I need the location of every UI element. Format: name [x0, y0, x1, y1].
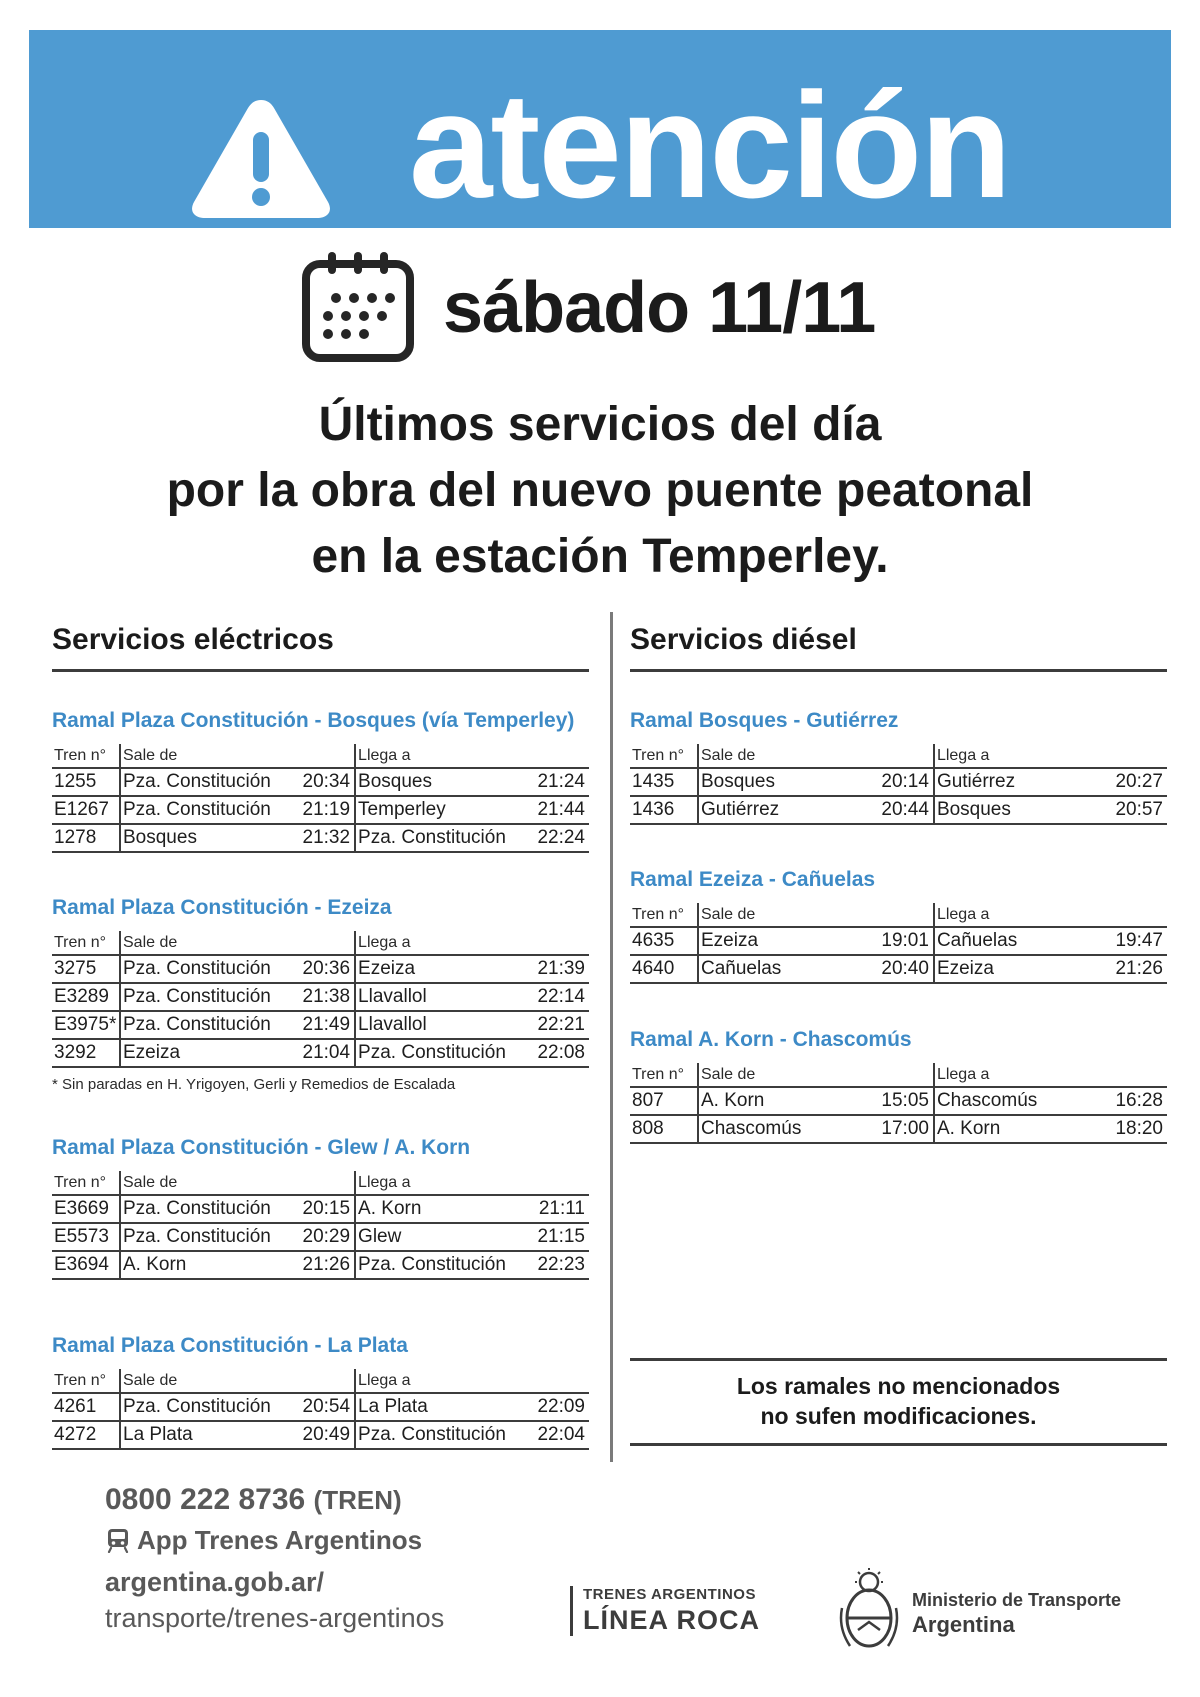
table-row — [630, 927, 1167, 955]
to-cell: A. Korn — [934, 1115, 1088, 1143]
notice-line: Los ramales no mencionados — [736, 1373, 1061, 1399]
table-header — [52, 1369, 589, 1393]
dep-cell: 15:05 — [853, 1087, 934, 1115]
table-header — [630, 903, 1167, 927]
to-cell: Bosques — [934, 796, 1076, 824]
schedule-table — [52, 1369, 589, 1450]
headline-line: por la obra del nuevo puente peatonal — [166, 464, 1034, 517]
to-cell: A. Korn — [355, 1195, 528, 1223]
from-cell: Pza. Constitución — [120, 1393, 293, 1421]
schedule-table — [52, 1171, 589, 1280]
ministry-country: Argentina — [912, 1612, 1015, 1637]
table-row — [52, 983, 589, 1011]
arr-cell: 19:47 — [1077, 927, 1167, 955]
table-row — [630, 1115, 1167, 1143]
website-line: argentina.gob.ar/ — [105, 1567, 325, 1597]
dep-cell: 19:01 — [842, 927, 934, 955]
to-cell: Pza. Constitución — [355, 1251, 528, 1279]
from-cell: Gutiérrez — [698, 796, 840, 824]
dep-cell: 21:19 — [293, 796, 355, 824]
table-row — [52, 1195, 589, 1223]
tren-cell: 3275 — [52, 955, 120, 983]
schedule-table — [52, 931, 589, 1068]
ministry-name: Ministerio de Transporte — [912, 1590, 1122, 1610]
ramal-name: Ramal Plaza Constitución - Glew / A. Korn — [52, 1136, 471, 1159]
from-cell: Pza. Constitución — [120, 796, 293, 824]
from-cell: La Plata — [120, 1421, 293, 1449]
tren-cell: 4261 — [52, 1393, 120, 1421]
phone-line — [105, 1480, 444, 1520]
from-cell: A. Korn — [698, 1087, 853, 1115]
schedule-table — [52, 744, 589, 853]
table-header — [52, 931, 589, 955]
ramal-la-plata — [52, 1331, 589, 1450]
train-icon — [105, 1527, 131, 1553]
dep-cell: 20:40 — [842, 955, 934, 983]
table-row — [630, 955, 1167, 983]
col-tren: Tren n° — [52, 744, 120, 768]
tren-cell: 808 — [630, 1115, 698, 1143]
table-header — [630, 744, 1167, 768]
tren-cell: E5573 — [52, 1223, 120, 1251]
dep-cell: 21:38 — [293, 983, 355, 1011]
from-cell: Pza. Constitución — [120, 1223, 293, 1251]
dep-cell: 20:44 — [840, 796, 933, 824]
to-cell: Pza. Constitución — [355, 1421, 528, 1449]
arr-cell: 21:39 — [528, 955, 589, 983]
dep-cell: 21:26 — [293, 1251, 355, 1279]
arr-cell: 21:11 — [528, 1195, 589, 1223]
ramal-bosques-gutierrez — [630, 706, 1167, 825]
to-cell: Pza. Constitución — [355, 1039, 528, 1067]
notice-line: no sufen modificaciones. — [760, 1403, 1037, 1429]
coat-of-arms-icon — [838, 1568, 900, 1652]
col-llega: Llega a — [934, 744, 1167, 768]
arr-cell: 21:24 — [528, 768, 589, 796]
col-tren: Tren n° — [630, 903, 698, 927]
date-line — [300, 248, 1000, 364]
table-row — [630, 796, 1167, 824]
to-cell: Ezeiza — [934, 955, 1077, 983]
tren-cell: 1436 — [630, 796, 698, 824]
arr-cell: 22:14 — [528, 983, 589, 1011]
headline-line: en la estación Temperley. — [311, 530, 889, 583]
col-tren: Tren n° — [630, 1063, 698, 1087]
tren-cell: 1255 — [52, 768, 120, 796]
table-row — [52, 955, 589, 983]
from-cell: Pza. Constitución — [120, 1195, 293, 1223]
table-row — [52, 768, 589, 796]
from-cell: Pza. Constitución — [120, 983, 293, 1011]
website-line: transporte/trenes-argentinos — [105, 1603, 445, 1633]
schedule-table — [630, 1063, 1167, 1144]
ramal-name: Ramal A. Korn - Chascomús — [630, 1028, 912, 1051]
col-tren: Tren n° — [52, 931, 120, 955]
to-cell: Llavallol — [355, 983, 528, 1011]
dep-cell: 20:15 — [293, 1195, 355, 1223]
arr-cell: 16:28 — [1088, 1087, 1167, 1115]
app-line[interactable] — [105, 1520, 444, 1560]
from-cell: Chascomús — [698, 1115, 853, 1143]
banner-title: atención — [409, 61, 1010, 229]
from-cell: Pza. Constitución — [120, 955, 293, 983]
tren-cell: E3669 — [52, 1195, 120, 1223]
table-row — [52, 1011, 589, 1039]
from-cell: Ezeiza — [698, 927, 842, 955]
dep-cell: 20:34 — [293, 768, 355, 796]
website-link[interactable] — [105, 1564, 444, 1636]
to-cell: Cañuelas — [934, 927, 1077, 955]
table-row — [52, 1393, 589, 1421]
warning-icon — [189, 94, 333, 222]
tren-cell: 4640 — [630, 955, 698, 983]
headline — [0, 392, 1200, 590]
footer-contact — [105, 1480, 444, 1636]
attention-banner — [29, 30, 1171, 228]
schedule-table — [630, 744, 1167, 825]
tren-cell: 807 — [630, 1087, 698, 1115]
ramal-name: Ramal Plaza Constitución - Ezeiza — [52, 896, 392, 919]
phone-suffix: (TREN) — [313, 1485, 402, 1515]
column-divider — [610, 612, 613, 1462]
arr-cell: 22:21 — [528, 1011, 589, 1039]
table-row — [52, 1223, 589, 1251]
col-llega: Llega a — [355, 1369, 589, 1393]
to-cell: Bosques — [355, 768, 528, 796]
dep-cell: 20:49 — [293, 1421, 355, 1449]
col-tren: Tren n° — [52, 1369, 120, 1393]
diesel-services — [630, 620, 1167, 1139]
app-name: App Trenes Argentinos — [137, 1525, 423, 1555]
arr-cell: 18:20 — [1088, 1115, 1167, 1143]
to-cell: Glew — [355, 1223, 528, 1251]
tren-cell: 1278 — [52, 824, 120, 852]
dep-cell: 21:49 — [293, 1011, 355, 1039]
arr-cell: 22:23 — [528, 1251, 589, 1279]
dep-cell: 21:32 — [293, 824, 355, 852]
col-llega: Llega a — [355, 931, 589, 955]
to-cell: Gutiérrez — [934, 768, 1076, 796]
table-row — [630, 768, 1167, 796]
ramal-name: Ramal Bosques - Gutiérrez — [630, 709, 899, 732]
table-row — [52, 1421, 589, 1449]
to-cell: La Plata — [355, 1393, 528, 1421]
ministry-logo — [838, 1568, 1138, 1652]
diesel-services-title: Servicios diésel — [630, 620, 1167, 672]
linea-roca-logo — [570, 1586, 760, 1636]
col-sale: Sale de — [120, 744, 355, 768]
col-tren: Tren n° — [52, 1171, 120, 1195]
col-llega: Llega a — [934, 1063, 1167, 1087]
from-cell: Bosques — [120, 824, 293, 852]
brand-line: TRENES ARGENTINOS — [583, 1586, 756, 1603]
arr-cell: 22:24 — [528, 824, 589, 852]
dep-cell: 20:29 — [293, 1223, 355, 1251]
table-header — [52, 1171, 589, 1195]
table-row — [52, 1251, 589, 1279]
electric-services-title: Servicios eléctricos — [52, 620, 589, 672]
col-sale: Sale de — [120, 1171, 355, 1195]
table-row — [52, 824, 589, 852]
from-cell: A. Korn — [120, 1251, 293, 1279]
tren-cell: E1267 — [52, 796, 120, 824]
col-tren: Tren n° — [630, 744, 698, 768]
col-llega: Llega a — [355, 744, 589, 768]
ramal-name: Ramal Plaza Constitución - Bosques (vía Temperley) — [52, 709, 575, 732]
tren-cell: 1435 — [630, 768, 698, 796]
ramal-korn-chascomus — [630, 1025, 1167, 1144]
tren-cell: E3975* — [52, 1011, 120, 1039]
no-changes-notice — [630, 1358, 1167, 1446]
arr-cell: 22:09 — [528, 1393, 589, 1421]
dep-cell: 20:36 — [293, 955, 355, 983]
col-sale: Sale de — [698, 1063, 934, 1087]
dep-cell: 17:00 — [853, 1115, 934, 1143]
schedule-table — [630, 903, 1167, 984]
table-header — [630, 1063, 1167, 1087]
electric-services — [52, 620, 589, 1445]
date-text: sábado 11/11 — [443, 268, 876, 348]
footnote: * Sin paradas en H. Yrigoyen, Gerli y Remedios de Escalada — [52, 1076, 456, 1093]
ramal-name: Ramal Ezeiza - Cañuelas — [630, 868, 876, 891]
table-row — [52, 796, 589, 824]
from-cell: Pza. Constitución — [120, 1011, 293, 1039]
col-sale: Sale de — [698, 903, 934, 927]
to-cell: Chascomús — [934, 1087, 1088, 1115]
table-row — [630, 1087, 1167, 1115]
arr-cell: 21:44 — [528, 796, 589, 824]
to-cell: Llavallol — [355, 1011, 528, 1039]
arr-cell: 20:27 — [1076, 768, 1167, 796]
table-header — [52, 744, 589, 768]
tren-cell: 3292 — [52, 1039, 120, 1067]
ramal-name: Ramal Plaza Constitución - La Plata — [52, 1334, 408, 1357]
tren-cell: E3289 — [52, 983, 120, 1011]
ramal-ezeiza — [52, 893, 589, 1093]
dep-cell: 20:54 — [293, 1393, 355, 1421]
from-cell: Cañuelas — [698, 955, 842, 983]
ramal-ezeiza-canuelas — [630, 865, 1167, 984]
calendar-icon — [300, 248, 416, 364]
col-llega: Llega a — [355, 1171, 589, 1195]
to-cell: Pza. Constitución — [355, 824, 528, 852]
from-cell: Bosques — [698, 768, 840, 796]
headline-line: Últimos servicios del día — [318, 398, 882, 451]
col-sale: Sale de — [120, 1369, 355, 1393]
from-cell: Pza. Constitución — [120, 768, 293, 796]
dep-cell: 20:14 — [840, 768, 933, 796]
arr-cell: 21:26 — [1077, 955, 1167, 983]
col-llega: Llega a — [934, 903, 1167, 927]
col-sale: Sale de — [120, 931, 355, 955]
dep-cell: 21:04 — [293, 1039, 355, 1067]
col-sale: Sale de — [698, 744, 934, 768]
to-cell: Temperley — [355, 796, 528, 824]
phone-number[interactable]: 0800 222 8736 — [105, 1483, 306, 1516]
tren-cell: E3694 — [52, 1251, 120, 1279]
tren-cell: 4272 — [52, 1421, 120, 1449]
tren-cell: 4635 — [630, 927, 698, 955]
table-row — [52, 1039, 589, 1067]
arr-cell: 22:04 — [528, 1421, 589, 1449]
to-cell: Ezeiza — [355, 955, 528, 983]
arr-cell: 21:15 — [528, 1223, 589, 1251]
brand-line: LÍNEA ROCA — [583, 1605, 760, 1635]
arr-cell: 20:57 — [1076, 796, 1167, 824]
ramal-bosques — [52, 706, 589, 853]
ramal-glew-korn — [52, 1133, 589, 1280]
arr-cell: 22:08 — [528, 1039, 589, 1067]
from-cell: Ezeiza — [120, 1039, 293, 1067]
